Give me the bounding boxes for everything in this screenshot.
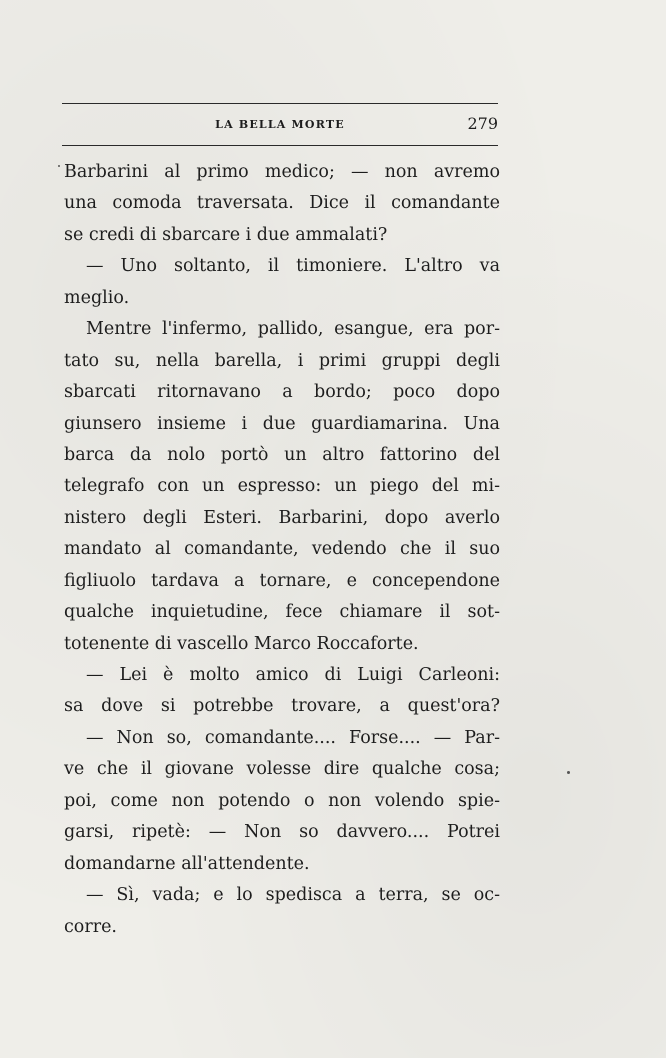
paper-speck [567, 771, 570, 774]
text-line: meglio. [64, 287, 130, 308]
header-rule-bottom [62, 145, 498, 146]
text-line: telegrafo con un espresso: un piego del mi- [64, 476, 500, 497]
text-line: sa dove si potrebbe trovare, a quest'ora? [64, 696, 500, 717]
text-line: — Uno soltanto, il timoniere. L'altro va [86, 256, 500, 277]
header-rule-top [62, 103, 498, 104]
text-line: qualche inquietudine, fece chiamare il sot- [64, 602, 500, 623]
text-line: nistero degli Esteri. Barbarini, dopo averlo [64, 507, 500, 528]
text-line: domandarne all'attendente. [64, 853, 310, 874]
running-head [62, 114, 498, 138]
text-line: Barbarini al primo medico; — non avremo [64, 162, 500, 182]
text-line: Mentre l'infermo, pallido, esangue, era por- [86, 319, 500, 340]
page-number: 279 [467, 114, 498, 133]
text-line: mandato al comandante, vedendo che il suo [64, 539, 500, 560]
text-line: garsi, ripetè: — Non so davvero.... Potrei [64, 822, 500, 843]
body-text [64, 157, 500, 943]
text-line: poi, come non potendo o non volendo spie- [64, 790, 500, 811]
paper-speck [58, 165, 60, 167]
text-line: tato su, nella barella, i primi gruppi degli [64, 350, 500, 371]
text-line: — Sì, vada; e lo spedisca a terra, se oc- [86, 885, 500, 906]
text-line: totenente di vascello Marco Roccaforte. [64, 633, 419, 654]
text-line: ve che il giovane volesse dire qualche cosa; [64, 759, 500, 780]
text-line: figliuolo tardava a tornare, e concependone [64, 570, 500, 591]
text-line: — Lei è molto amico di Luigi Carleoni: [86, 665, 500, 685]
text-line: corre. [64, 916, 117, 937]
text-line: barca da nolo portò un altro fattorino del [64, 444, 500, 465]
text-line: giunsero insieme i due guardiamarina. Una [64, 413, 500, 434]
text-line: una comoda traversata. Dice il comandante [64, 193, 500, 214]
text-line: — Non so, comandante.... Forse.... — Par- [86, 727, 500, 748]
text-line: sbarcati ritornavano a bordo; poco dopo [64, 382, 500, 403]
text-line: se credi di sbarcare i due ammalati? [64, 224, 388, 245]
running-title: LA BELLA MORTE [215, 118, 345, 131]
